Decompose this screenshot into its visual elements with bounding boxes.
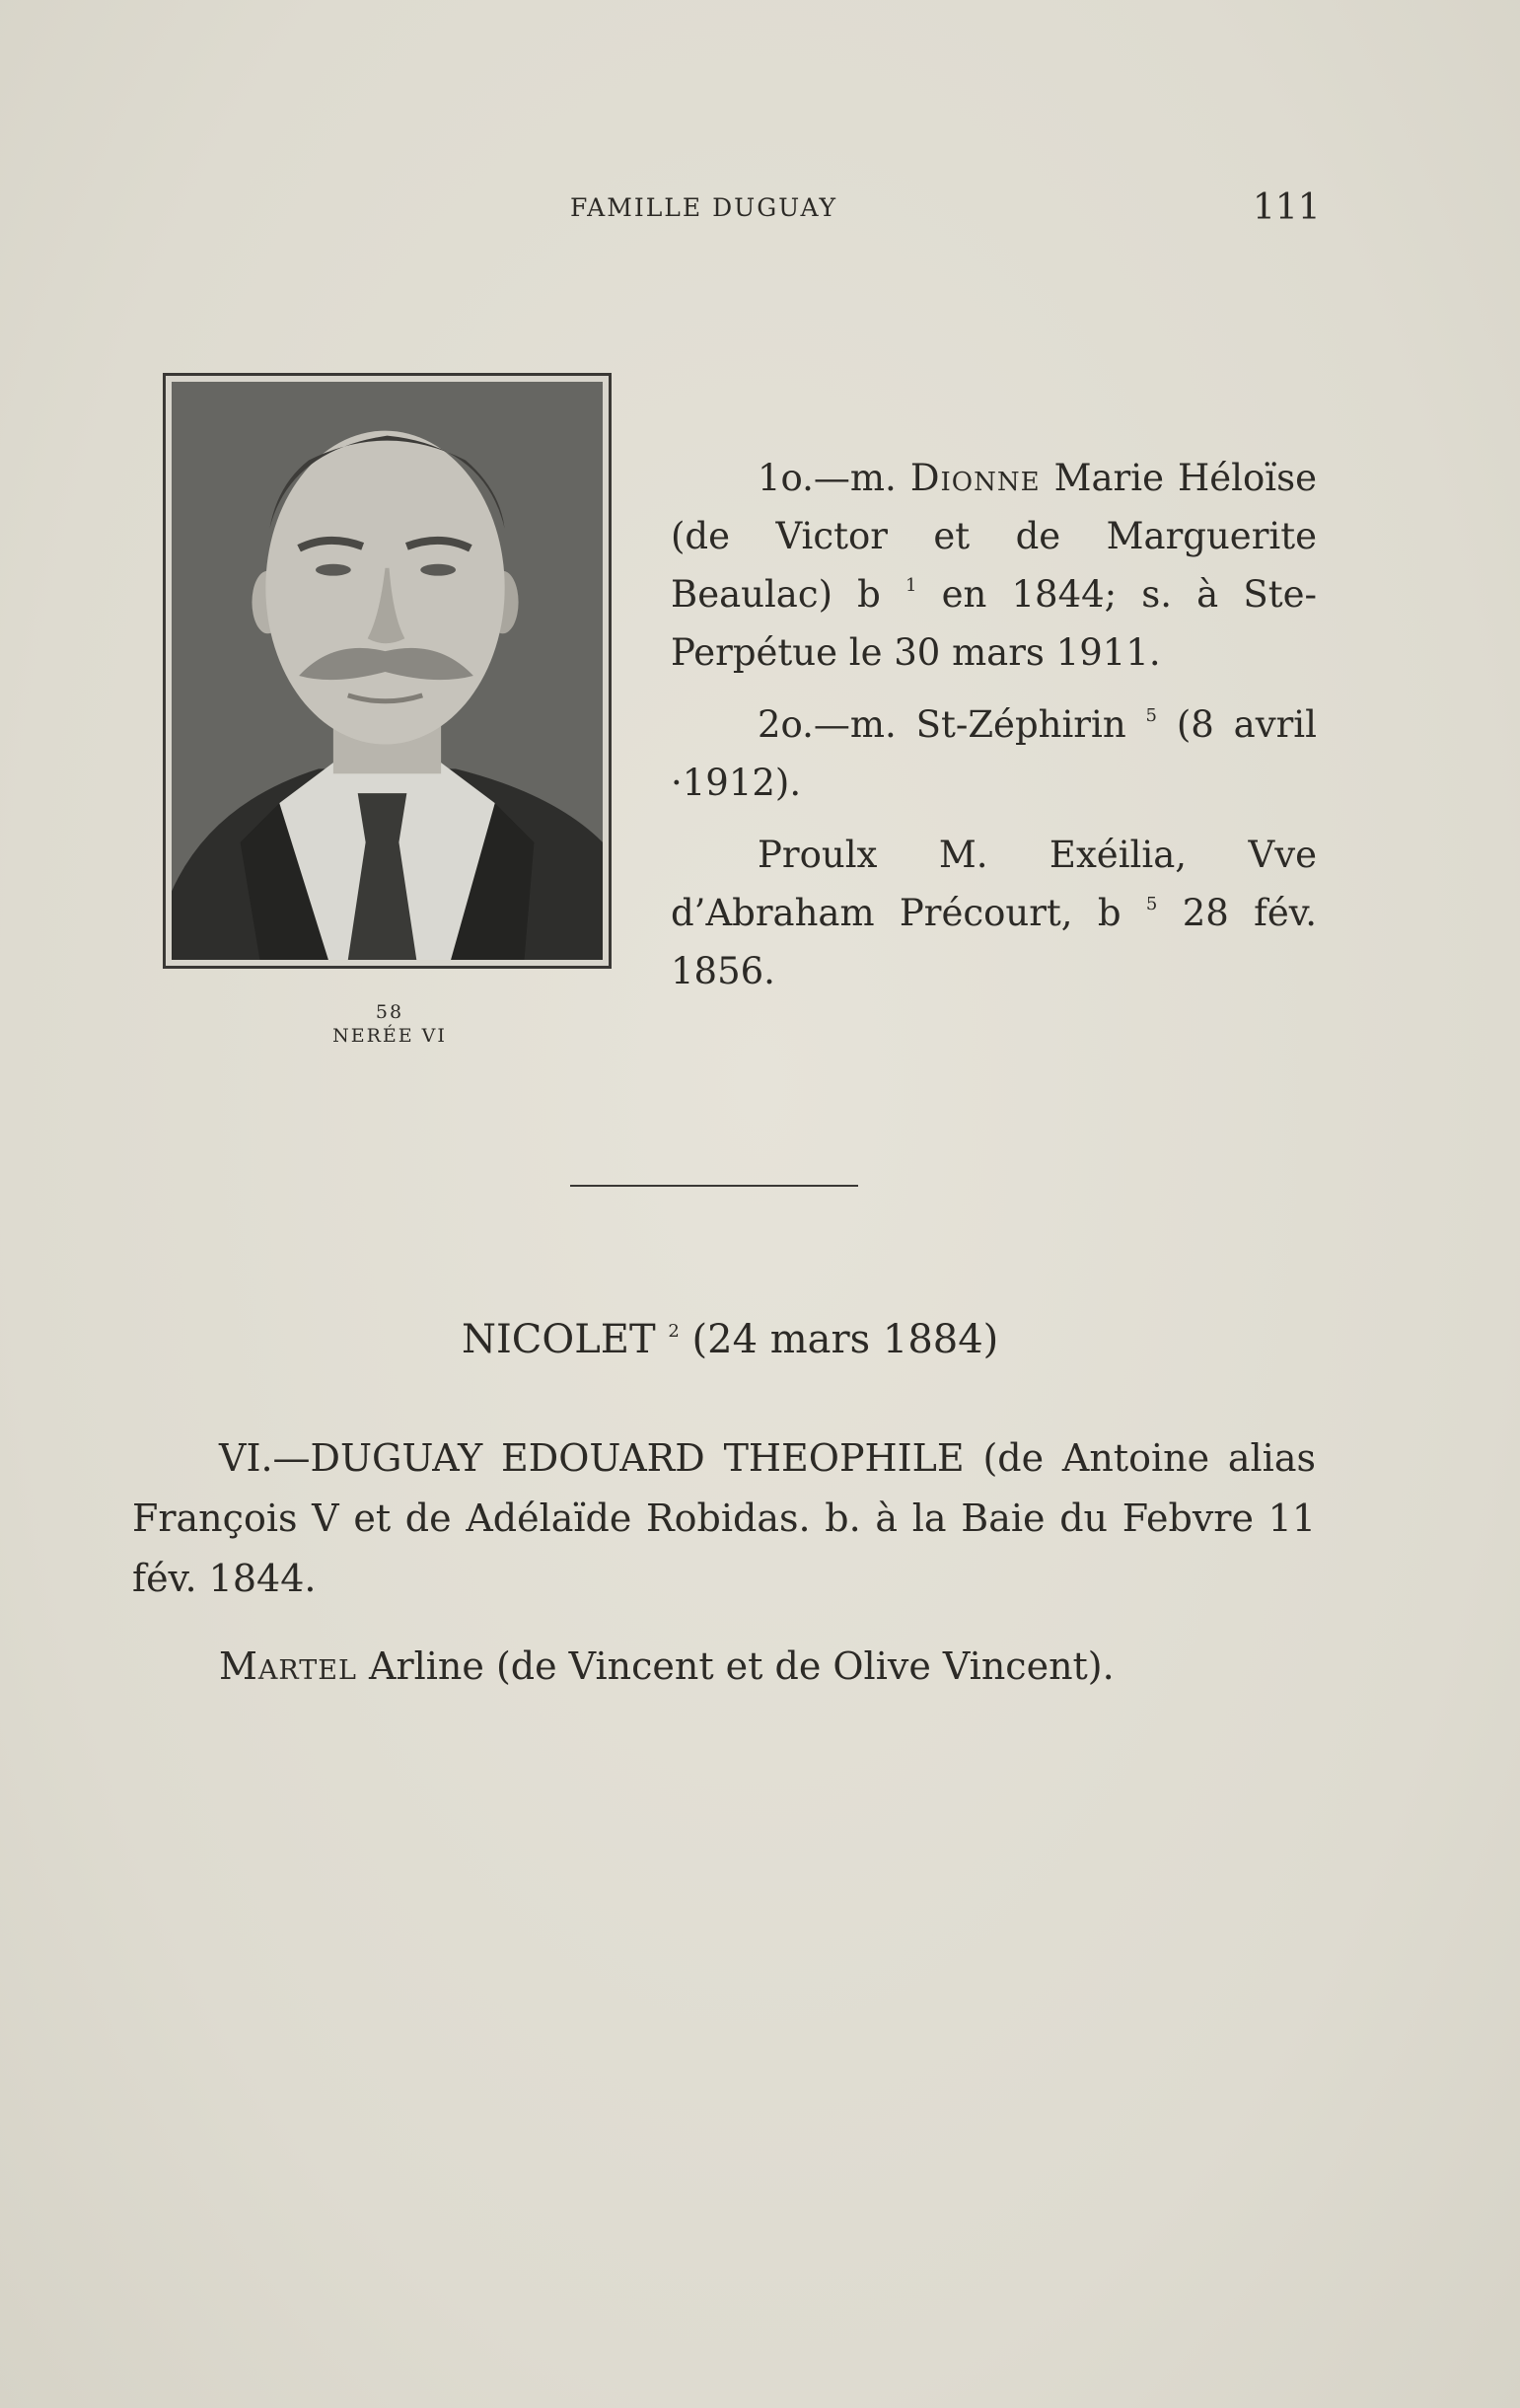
first-marriage: 1o.—m. Dionne Marie Héloïse (de Victor et de Marguerite Beaulac) b $^1$ en 1844; s. à Ste-Perpétue le 30 mars 1911. xyxy=(671,457,1317,674)
second-spouse: Proulx M. Exéilia, Vve d’Abraham Précourt, b $^5$ 28 fév. 1856. xyxy=(671,834,1318,992)
caption-name: NERÉE VI xyxy=(332,1025,447,1047)
second-marriage: 2o.—m. St-Zéphirin $^5$ (8 avril ·1912). xyxy=(671,703,1317,804)
page-number: 111 xyxy=(1253,187,1321,228)
genealogy-entry xyxy=(132,1428,1316,1697)
marriage-notes xyxy=(671,449,1317,1000)
section-heading: NICOLET $^2$ (24 mars 1884) xyxy=(462,1317,999,1362)
entry-spouse: Martel Arline (de Vincent et de Olive Vincent). xyxy=(219,1644,1115,1688)
caption-number: 58 xyxy=(375,1001,404,1023)
portrait-illustration xyxy=(172,382,603,960)
entry-spouse-surname: Martel xyxy=(219,1644,357,1688)
running-head: FAMILLE DUGUAY xyxy=(570,193,838,222)
portrait-frame xyxy=(163,373,612,969)
entry-main: VI.—DUGUAY EDOUARD THEOPHILE (de Antoine alias François V et de Adélaïde Robidas. b. à la Baie du Febvre 11 fév. 1844. xyxy=(132,1436,1316,1600)
spouse-surname: Dionne xyxy=(909,457,1041,499)
portrait-photo xyxy=(172,382,603,960)
portrait-caption xyxy=(296,1000,483,1048)
section-divider xyxy=(570,1185,858,1187)
